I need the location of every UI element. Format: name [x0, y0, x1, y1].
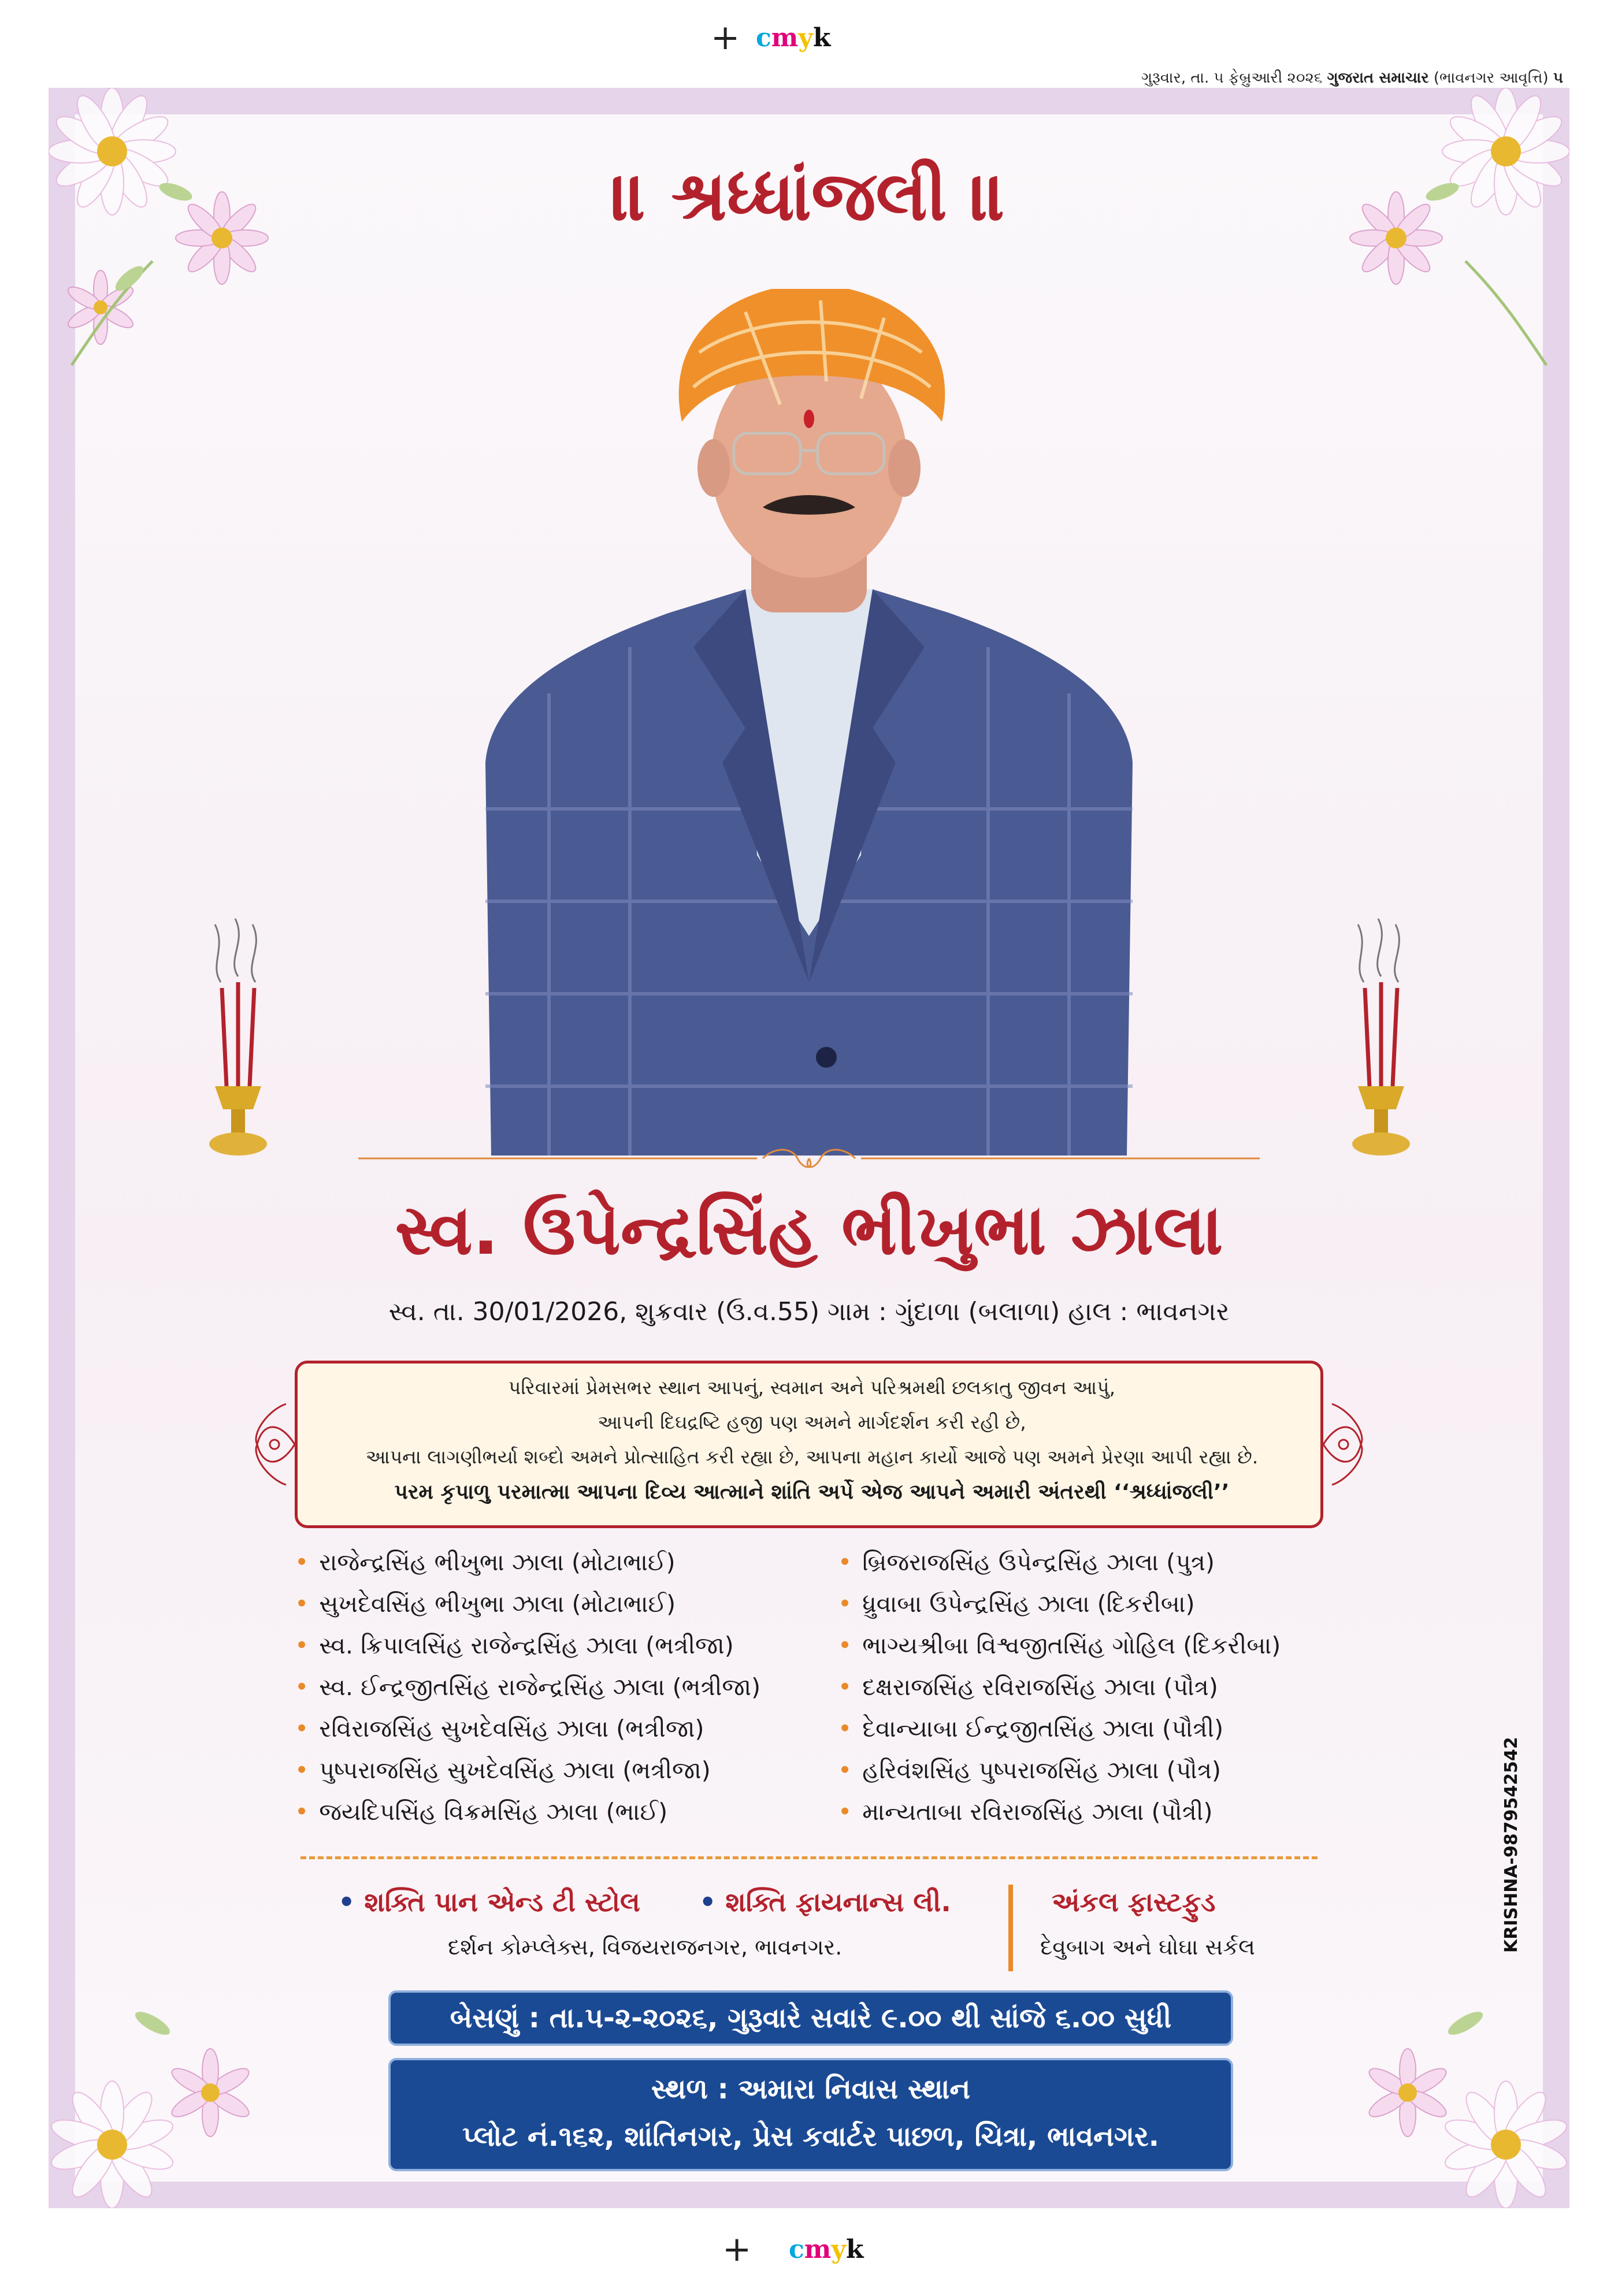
list-item: • રાજેન્દ્રસિંહ ભીખુભા ઝાલા (મોટાભાઈ): [295, 1548, 676, 1576]
tribute-quote-box: [295, 1361, 1323, 1528]
quote-line-1: પરિવારમાં પ્રેમસભર સ્થાન આપનું, સ્વમાન અને પરિશ્રમથી છલકાતુ જીવન આપું,: [508, 1376, 1116, 1399]
list-item: • સુખદેવસિંહ ભીખુભા ઝાલા (મોટાભાઈ): [295, 1590, 676, 1618]
ornament-divider: [358, 1147, 1260, 1170]
venue-line-1: સ્થળ : અમારા નિવાસ સ્થાન: [651, 2073, 971, 2105]
header-page-number: ૫: [1553, 69, 1563, 87]
flower-decoration-top-left: [49, 88, 280, 388]
list-item: • દેવાન્યાબા ઈન્દ્રજીતસિંહ ઝાલા (પૌત્રી): [838, 1715, 1224, 1743]
venue-line-2: પ્લોટ નં.૧૬૨, શાંતિનગર, પ્રેસ કવાર્ટર પાછળ, ચિત્રા, ભાવનગર.: [462, 2120, 1160, 2153]
dashed-separator: [300, 1856, 1318, 1859]
page-title: ॥ શ્રધ્ધાંજલી ॥: [611, 156, 1007, 236]
business-2: • શક્તિ ફાયનાન્સ લી.: [699, 1886, 951, 1918]
ornament-right-icon: [1320, 1387, 1372, 1502]
business-3: અંકલ ફાસ્ટફુડ: [1052, 1886, 1216, 1918]
registration-mark-top: +: [711, 17, 740, 58]
business-address-1: દર્શન કોમ્પ્લેક્સ, વિજયરાજનગર, ભાવનગર.: [448, 1934, 843, 1960]
newspaper-header: [1141, 69, 1563, 87]
list-item: • પુષ્પરાજસિંહ સુખદેવસિંહ ઝાલા (ભત્રીજા): [295, 1756, 711, 1784]
list-item: • દક્ષરાજસિંહ રવિરાજસિંહ ઝાલા (પૌત્ર): [838, 1673, 1218, 1701]
deceased-name: સ્વ. ઉપેન્દ્રસિંહ ભીખુભા ઝાલા: [395, 1190, 1223, 1270]
business-1: • શક્તિ પાન એન્ડ ટી સ્ટોલ: [338, 1886, 640, 1918]
header-dateline: ગુરૂવાર, તા. ૫ ફેબ્રુઆરી ૨૦૨૬: [1141, 69, 1323, 87]
quote-line-4: પરમ કૃપાળુ પરમાત્મા આપના દિવ્ય આત્માને શાંતિ અર્પે એજ આપને અમારી અંતરથી ‘‘શ્રધ્ધાંજલી’’: [394, 1480, 1230, 1504]
registration-mark-bottom: +: [722, 2229, 752, 2269]
incense-right-icon: [1346, 913, 1416, 1167]
flower-decoration-top-right: [1338, 88, 1569, 388]
list-item: • હરિવંશસિંહ પુષ્પરાજસિંહ ઝાલા (પૌત્ર): [838, 1756, 1222, 1784]
business-address-3: દેવુબાગ અને ઘોઘા સર્કલ: [1040, 1934, 1255, 1960]
flower-decoration-bottom-right: [1338, 1907, 1569, 2208]
cmyk-mark-bottom: cmyk: [789, 2235, 864, 2264]
incense-left-icon: [203, 913, 273, 1167]
quote-line-3: આપના લાગણીભર્યા શબ્દો અમને પ્રોત્સાહિત કરી રહ્યા છે, આપના મહાન કાર્યો આજે પણ અમને પ્રેરણા આપી રહ્યા છે.: [365, 1446, 1259, 1468]
besnu-box: બેસણું : તા.૫-૨-૨૦૨૬, ગુરૂવારે સવારે ૯.૦૦ થી સાંજે ૬.૦૦ સુધી: [388, 1990, 1233, 2046]
list-item: • ધ્રુવાબા ઉપેન્દ્રસિંહ ઝાલા (દિકરીબા): [838, 1590, 1195, 1618]
portrait-photo: [422, 289, 1196, 1156]
list-item: • માન્યતાબા રવિરાજસિંહ ઝાલા (પૌત્રી): [838, 1798, 1213, 1826]
designer-credit: KRISHNA-9879542542: [1501, 1737, 1521, 1953]
venue-box: [388, 2058, 1233, 2171]
death-details: સ્વ. તા. 30/01/2026, શુક્રવાર (ઉ.વ.55) ગામ : ગુંદાળા (બલાળા) હાલ : ભાવનગર: [388, 1297, 1230, 1327]
list-item: • સ્વ. ક્રિપાલસિંહ રાજેન્દ્રસિંહ ઝાલા (ભત્રીજા): [295, 1632, 734, 1659]
list-item: • જયદિપસિંહ વિક્રમસિંહ ઝાલા (ભાઈ): [295, 1798, 668, 1826]
header-edition: (ભાવનગર આવૃત્તિ): [1433, 69, 1549, 87]
cmyk-mark-top: cmyk: [756, 23, 831, 53]
list-item: • રવિરાજસિંહ સુખદેવસિંહ ઝાલા (ભત્રીજા): [295, 1715, 704, 1743]
vertical-divider: [1008, 1885, 1013, 1971]
list-item: • ભાગ્યશ્રીબા વિશ્વજીતસિંહ ગોહિલ (દિકરીબા): [838, 1632, 1281, 1659]
ornament-left-icon: [246, 1387, 298, 1502]
quote-line-2: આપની દિઘદ્રષ્ટિ હજી પણ અમને માર્ગદર્શન કરી રહી છે,: [598, 1411, 1026, 1433]
header-paper: ગુજરાત સમાચાર: [1327, 69, 1429, 87]
flower-decoration-bottom-left: [49, 1907, 280, 2208]
list-item: • સ્વ. ઈન્દ્રજીતસિંહ રાજેન્દ્રસિંહ ઝાલા (ભત્રીજા): [295, 1673, 761, 1701]
list-item: • બ્રિજરાજસિંહ ઉપેન્દ્રસિંહ ઝાલા (પુત્ર): [838, 1548, 1215, 1576]
